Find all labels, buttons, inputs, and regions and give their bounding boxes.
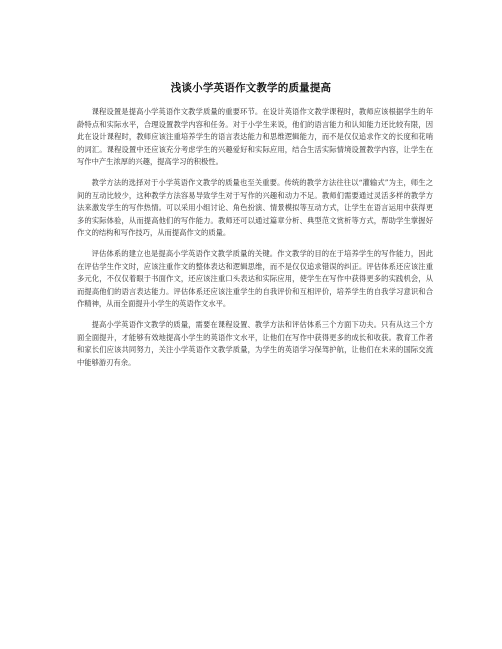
document-body — [77, 106, 433, 377]
paragraph-evaluation-system: 评估体系的建立也是提高小学英语作文教学质量的关键。作文教学的目的在于培养学生的写作能力，因此在评估学生作文时，应该注重作文的整体表达和逻辑思维，而不是仅仅追求错误的纠正。评估体系还应该注重多元化，不仅仅着眼于书面作文，还应该注重口头表达和实际应用，使学生在写作中获得更多的实践机会，从而提高他们的语言表达能力。评估体系还应该注重学生的自我评价和互相评价，培养学生的自我学习意识和合作精神，从而全面提升小学生的英语作文水平。 — [77, 248, 433, 309]
paragraph-course-design: 课程设置是提高小学英语作文教学质量的重要环节。在设计英语作文教学课程时，教师应该根据学生的年龄特点和实际水平，合理设置教学内容和任务。对于小学生来说，他们的语言能力和认知能力还比较有限，因此在设计课程时，教师应该注重培养学生的语言表达能力和思维逻辑能力，而不是仅仅追求作文的长度和花哨的词汇。课程设置中还应该充分考虑学生的兴趣爱好和实际应用，结合生活实际情境设置教学内容，让学生在写作中产生浓厚的兴趣，提高学习的积极性。 — [77, 107, 433, 167]
document-title: 浅谈小学英语作文教学的质量提高 — [170, 82, 332, 94]
paragraph-teaching-methods: 教学方法的选择对于小学英语作文教学的质量也至关重要。传统的教学方法往往以“灌输式”为主，师生之间的互动比较少，这种教学方法容易导致学生对于写作的兴趣和动力不足。教师们需要通过灵活多样的教学方法来激发学生的写作热情。可以采用小组讨论、角色扮演、情景模拟等互动方式，让学生在语言运用中获得更多的实际体验，从而提高他们的写作能力。教师还可以通过篇章分析、典型范文赏析等方式，帮助学生掌握好作文的结构和写作技巧，从而提高作文的质量。 — [77, 177, 433, 238]
paragraph-conclusion: 提高小学英语作文教学的质量，需要在课程设置、教学方法和评估体系三个方面下功夫。只有从这三个方面全面提升，才能够有效地提高小学生的英语作文水平，让他们在写作中获得更多的成长和收获。教育工作者和家长们应该共同努力，关注小学英语作文教学质量，为学生的英语学习保驾护航，让他们在未来的国际交流中能够游刃有余。 — [77, 319, 433, 367]
